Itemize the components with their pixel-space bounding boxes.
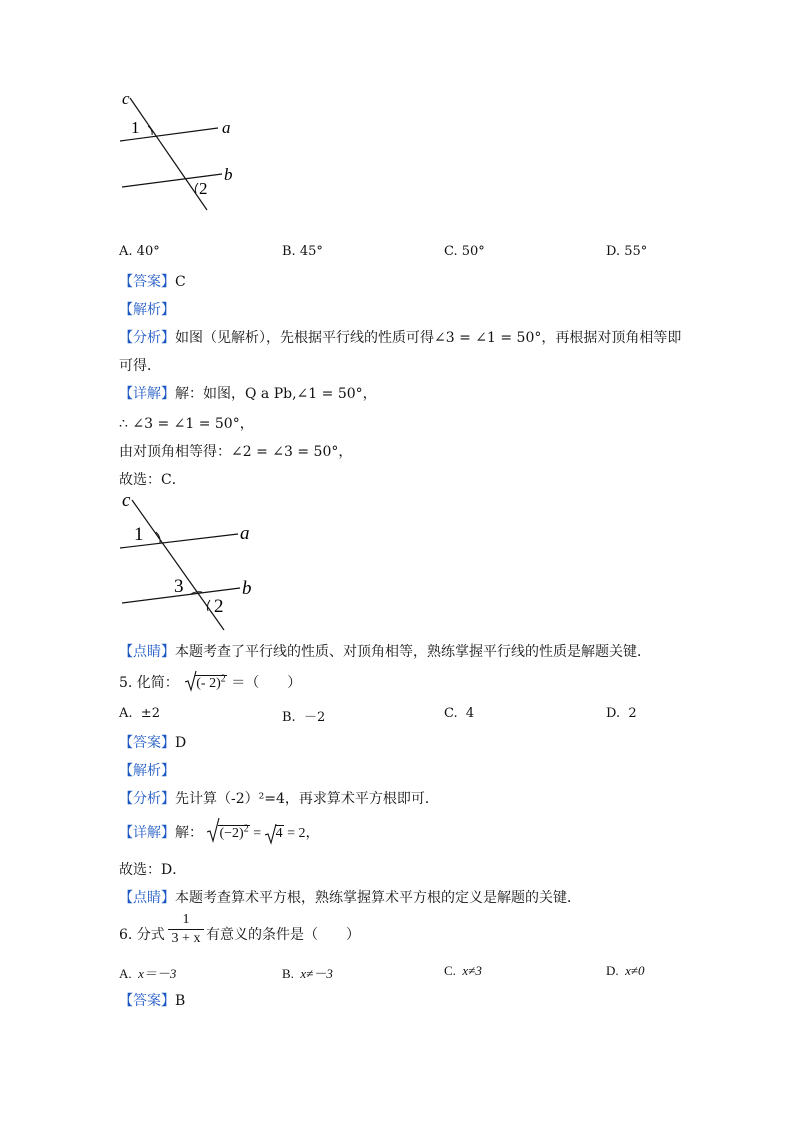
radical-sign (185, 670, 197, 692)
q6-option-a: A. x＝－3 (119, 966, 177, 981)
radical-sign (207, 817, 220, 843)
label-2: 2 (199, 179, 208, 198)
q6-option-b: B. x≠－3 (282, 966, 333, 981)
label-1: 1 (134, 524, 144, 545)
label-3: 3 (174, 576, 184, 597)
q5-fenxi: 【分析】先计算（-2）²=4，再求算术平方根即可． (119, 791, 439, 807)
label-2: 2 (214, 596, 224, 617)
q6-answer: 【答案】B (119, 993, 186, 1009)
q6-fraction (168, 912, 204, 947)
label-b: b (224, 165, 233, 184)
q4-xiangjie: 【详解】解：如图，Q a Pb,∠1 = 50°， (119, 386, 377, 402)
q4-fenxi: 【分析】如图（见解析），先根据平行线的性质可得∠3 = ∠1 = 50°，再根据对顶角相等即 (119, 330, 682, 346)
label-c: c (122, 490, 131, 511)
label-c: c (122, 89, 130, 108)
q4-fenxi-cont: 可得． (119, 358, 161, 374)
fraction-numerator: 1 (182, 912, 190, 927)
q5-option-a: A. ±2 (119, 706, 160, 721)
q4-dianjing: 【点睛】本题考查了平行线的性质、对顶角相等，熟练掌握平行线的性质是解题关键． (119, 644, 651, 660)
q5-answer: 【答案】D (119, 735, 187, 751)
q5-jiexi-heading: 【解析】 (119, 763, 175, 779)
line-c (132, 500, 224, 630)
label-a: a (240, 523, 250, 544)
q4-option-b: B. 45° (282, 244, 323, 259)
q6-option-c: C. x≠3 (444, 963, 482, 978)
angle-2-arc (195, 183, 198, 193)
q5-option-b: B. －2 (282, 710, 326, 725)
line-c (130, 98, 207, 210)
radical-sign (265, 823, 277, 845)
angle-1-arc (148, 126, 152, 135)
sqrt-expression-2: 4 (265, 826, 284, 842)
figure-parallel-lines-2 (112, 488, 272, 634)
q4-option-c: C. 50° (444, 244, 485, 259)
label-a: a (222, 118, 231, 137)
q4-jiexi-heading: 【解析】 (119, 302, 175, 318)
sqrt-expression-1: $(-2)^2$ (207, 823, 249, 842)
q5-option-c: C. 4 (444, 706, 475, 721)
q4-option-a: A. 40° (119, 244, 160, 259)
fraction-bar (168, 929, 204, 930)
q4-answer: 【答案】C (119, 274, 186, 290)
figure-parallel-lines-1 (112, 88, 252, 218)
fraction-denominator: 3 + x (171, 931, 201, 946)
q4-vertical-angle-line: 由对顶角相等得：∠2 = ∠3 = 50°， (119, 444, 353, 460)
q6-option-d: D. x≠0 (606, 963, 645, 978)
q6-stem-suffix: 有意义的条件是（ ） (206, 927, 360, 943)
q6-stem-prefix: 6. 分式 (119, 927, 165, 943)
q5-choose: 故选：D． (119, 862, 187, 878)
label-1: 1 (131, 118, 140, 137)
q5-xiangjie: 【详解】解： $(-2)^2$ = 4 = 2， (119, 822, 320, 842)
q4-therefore-line: ∴ ∠3 = ∠1 = 50°， (119, 416, 254, 432)
q4-option-d: D. 55° (606, 244, 648, 259)
q5-option-d: D. 2 (606, 706, 637, 721)
q4-choose: 故选：C． (119, 472, 186, 488)
sqrt-expression: (- 2)$^2$ (185, 673, 227, 692)
label-b: b (242, 578, 252, 599)
q5-stem: 5. 化简： (- 2)$^2$ ＝（ ） (119, 672, 301, 692)
q5-dianjing: 【点睛】本题考查算术平方根，熟练掌握算术平方根的定义是解题的关键． (119, 890, 581, 906)
